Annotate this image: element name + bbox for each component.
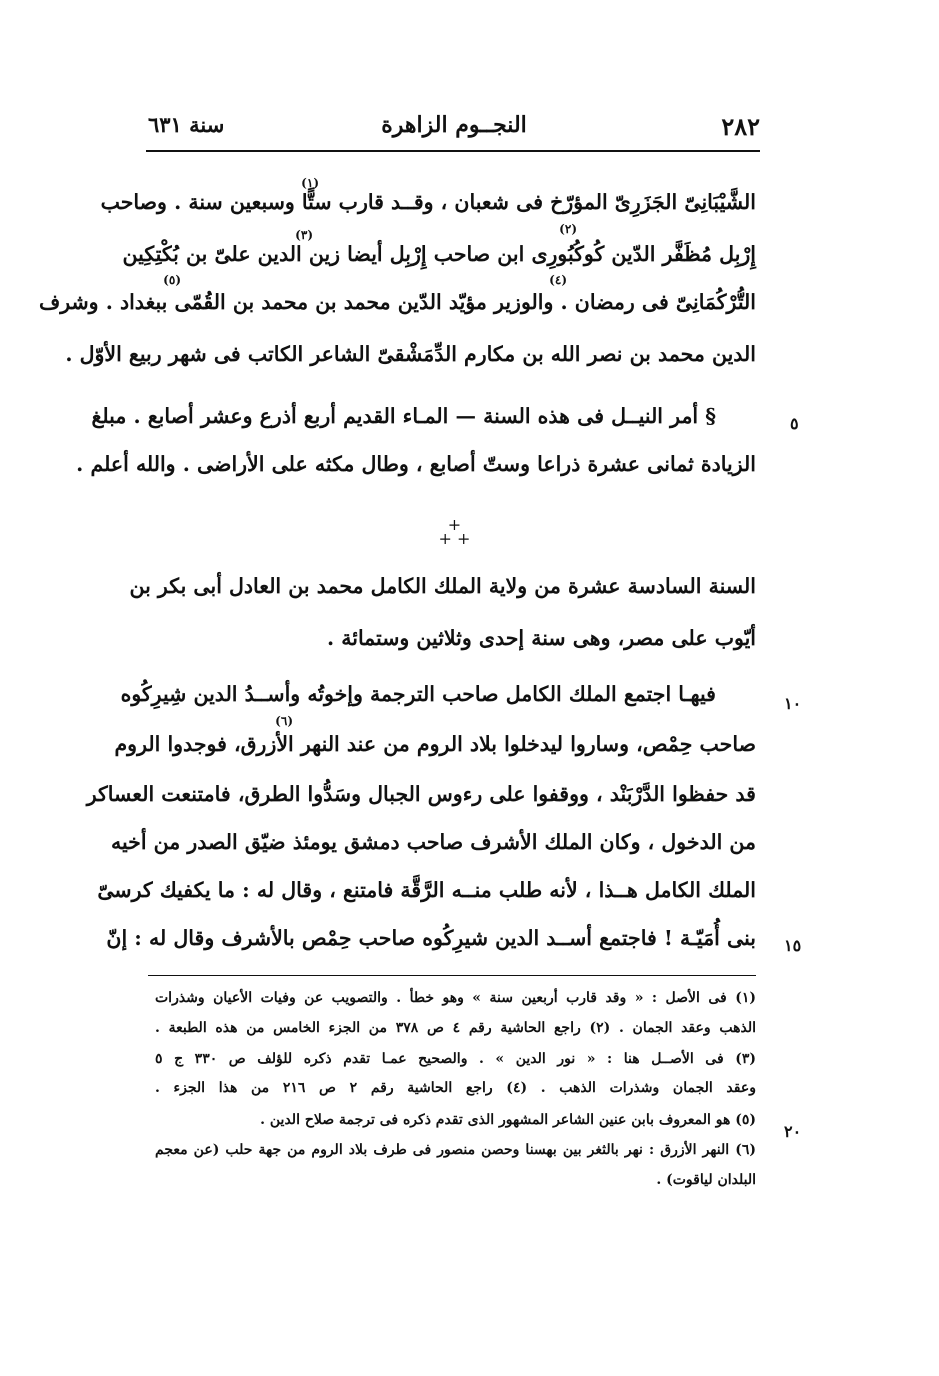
footnote-rule	[148, 975, 756, 976]
ornament-top: +	[447, 515, 462, 534]
text-line: التُّرْكُمَانِىّ فى رمضان . والوزير مؤيّد الدّين محمد بن محمد بن القُمّى ببغداد . وشرف	[38, 290, 756, 314]
page-number: ٢٨٢	[721, 112, 760, 141]
year-label: سنة ٦٣١	[148, 112, 225, 137]
footnote-line: (١) فى الأصل : « وقد قارب أربعين سنة » وهو خطأ . والتصويب عن وفيات الأعيان وشذرات	[155, 990, 756, 1006]
footnote-marker: (٣)	[295, 228, 313, 242]
text-line: السنة السادسة عشرة من ولاية الملك الكامل محمد بن العادل أبى بكر بن	[129, 574, 756, 598]
text-line: بنى أُمَيّـة ! فاجتمع أســد الدين شيرِكُوه صاحب حِمْص بالأشرف وقال له : إنّ	[106, 926, 756, 950]
text-line: الزيادة ثمانى عشرة ذراعا وستّ أصابع ، وطال مكثه على الأراضى . والله أعلم .	[76, 452, 756, 476]
footnote-line: الذهب وعقد الجمان . (٢) راجع الحاشية رقم ٤ ص ٣٧٨ من الجزء الخامس من هذه الطبعة .	[155, 1020, 756, 1036]
footnote-line: وعقد الجمان وشذرات الذهب . (٤) راجع الحاشية رقم ٢ ص ٢١٦ من هذا الجزء .	[155, 1080, 756, 1096]
text-line: الدين محمد بن نصر الله بن مكارم الدِّمَشْقىّ الشاعر الكاتب فى شهر ربيع الأوّل .	[65, 342, 756, 366]
text-line: § أمر النيــل فى هذه السنة — المـاء القديم أربع أذرع وعشر أصابع . مبلغ	[91, 404, 716, 428]
footnote-line: (٣) فى الأصــل هنا : « نور الدين » . والصحيح عمـا تقدم ذكره للؤلف ص ٣٣٠ ج ٥	[155, 1051, 756, 1067]
margin-line-number: ١٥	[784, 936, 802, 955]
footnote-line: (٦) النهر الأزرق : نهر بالثغر بين بهسنا وحصن منصور فى طرف بلاد الروم من جهة حلب (عن معجم	[155, 1142, 756, 1158]
ornament-bottom: + +	[438, 529, 471, 548]
footnote-marker: (٥)	[163, 273, 181, 287]
footnote-marker: (٢)	[559, 222, 577, 236]
text-line: الشَّيْبَانِىّ الجَزَرِىّ المؤرّخ فى شعبان ، وقــد قارب ستًّا وسبعين سنة . وصاحب	[100, 190, 756, 214]
footnote-marker: (١)	[301, 176, 319, 190]
footnote-marker: (٦)	[275, 714, 293, 728]
text-line: إِرْبِل مُظَفَّر الدّين كُوكُبُورِى ابن صاحب إِرْبِل أيضا زين الدين علىّ بن بُكْتِكِين	[122, 242, 756, 266]
section-ornament	[150, 515, 759, 548]
text-line: من الدخول ، وكان الملك الأشرف صاحب دمشق يومئذ ضيّق الصدر من أخيه	[110, 830, 756, 854]
text-line: أيّوب على مصر، وهى سنة إحدى وثلاثين وستمائة .	[326, 626, 756, 650]
footnote-line: (٥) هو المعروف بابن عنين الشاعر المشهور الذى تقدم ذكره فى ترجمة صلاح الدين .	[260, 1112, 756, 1128]
footnote-line: البلدان لياقوت) .	[656, 1172, 756, 1188]
text-line: فيهـا اجتمع الملك الكامل صاحب الترجمة وإخوتُه وأســدُ الدين شِيرِكُوه	[120, 682, 716, 706]
text-line: قد حفظوا الدَّرْبَنْد ، ووقفوا على رءوس الجبال وسَدُّوا الطرق، فامتنعت العساكر	[86, 782, 756, 806]
margin-line-number: ٥	[790, 414, 799, 433]
margin-line-number: ٢٠	[784, 1122, 802, 1141]
footnote-marker: (٤)	[549, 273, 567, 287]
header-rule	[146, 150, 760, 152]
margin-line-number: ١٠	[784, 694, 802, 713]
text-line: الملك الكامل هــذا ، لأنه طلب منــه الرَّقَّة فامتنع ، وقال له : ما يكفيك كرسىّ	[97, 878, 756, 902]
running-title: النجــوم الزاهرة	[381, 112, 527, 138]
text-line: صاحب حِمْص، وساروا ليدخلوا بلاد الروم من عند النهر الأزرق، فوجدوا الروم	[114, 732, 756, 756]
page-header	[148, 112, 760, 148]
